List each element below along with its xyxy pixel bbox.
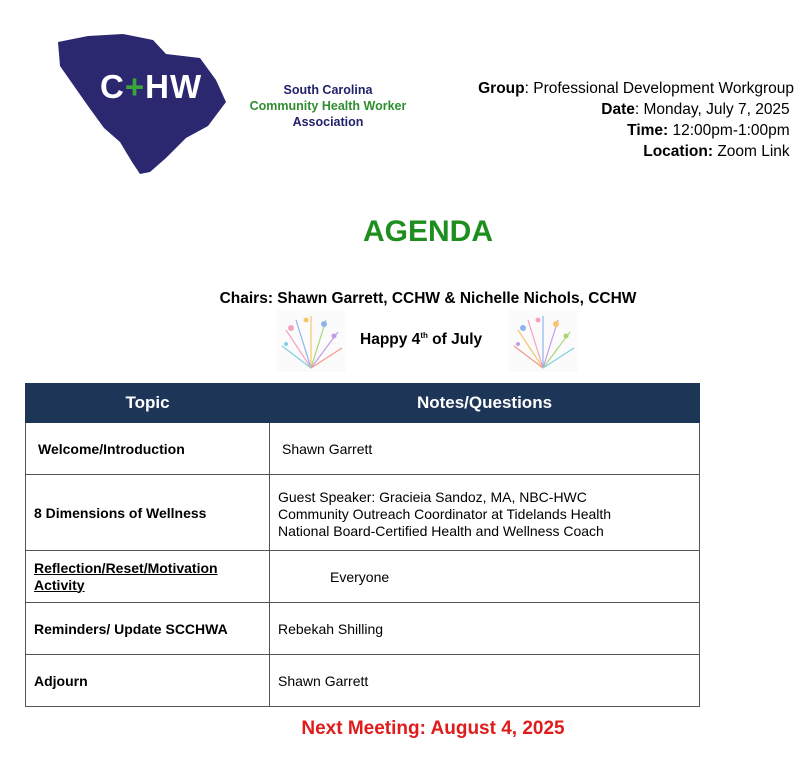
topic-header: Topic	[26, 384, 270, 423]
table-row	[26, 423, 700, 475]
time-line: Time: 12:00pm-1:00pm	[627, 122, 790, 139]
topic-cell: 8 Dimensions of Wellness	[26, 475, 270, 551]
meeting-info	[478, 78, 794, 162]
notes-cell: Everyone	[270, 551, 700, 603]
notes-cell: Rebekah Shilling	[270, 603, 700, 655]
date-line: Date: Monday, July 7, 2025	[601, 101, 790, 118]
org-name-line2: Community Health Worker	[249, 99, 407, 113]
notes-cell: Guest Speaker: Gracieia Sandoz, MA, NBC-HWC Community Outreach Coordinator at Tidelands Health National Board-Certified Health and Wellness Coach	[270, 475, 700, 551]
group-line: Group: Professional Development Workgroup	[478, 80, 794, 97]
notes-cell: Shawn Garrett	[270, 655, 700, 707]
holiday-greeting: Happy 4th of July	[360, 331, 483, 349]
topic-cell: Reflection/Reset/Motivation Activity	[26, 551, 270, 603]
topic-cell: Reminders/ Update SCCHWA	[26, 603, 270, 655]
org-name-line1: South Carolina	[283, 83, 373, 97]
chw-logo-text: C+HW	[100, 68, 203, 105]
page-title: AGENDA	[362, 215, 493, 248]
notes-cell: Shawn Garrett	[270, 423, 700, 475]
agenda-table	[25, 383, 700, 707]
topic-cell: Adjourn	[26, 655, 270, 707]
zoom-link[interactable]: Zoom Link	[717, 143, 790, 160]
fireworks-icon	[276, 310, 346, 372]
next-meeting: Next Meeting: August 4, 2025	[301, 718, 565, 739]
table-row	[26, 603, 700, 655]
fireworks-icon	[508, 310, 578, 372]
org-logo	[48, 30, 408, 180]
org-name-line3: Association	[292, 115, 364, 129]
table-row	[26, 655, 700, 707]
chairs-line: Chairs: Shawn Garrett, CCHW & Nichelle Nichols, CCHW	[219, 290, 637, 307]
topic-cell: Welcome/Introduction	[26, 423, 270, 475]
table-row	[26, 475, 700, 551]
location-line: Location: Zoom Link	[643, 143, 790, 160]
table-row	[26, 551, 700, 603]
table-header-row	[26, 384, 700, 423]
notes-header: Notes/Questions	[270, 384, 700, 423]
org-name	[249, 82, 407, 130]
